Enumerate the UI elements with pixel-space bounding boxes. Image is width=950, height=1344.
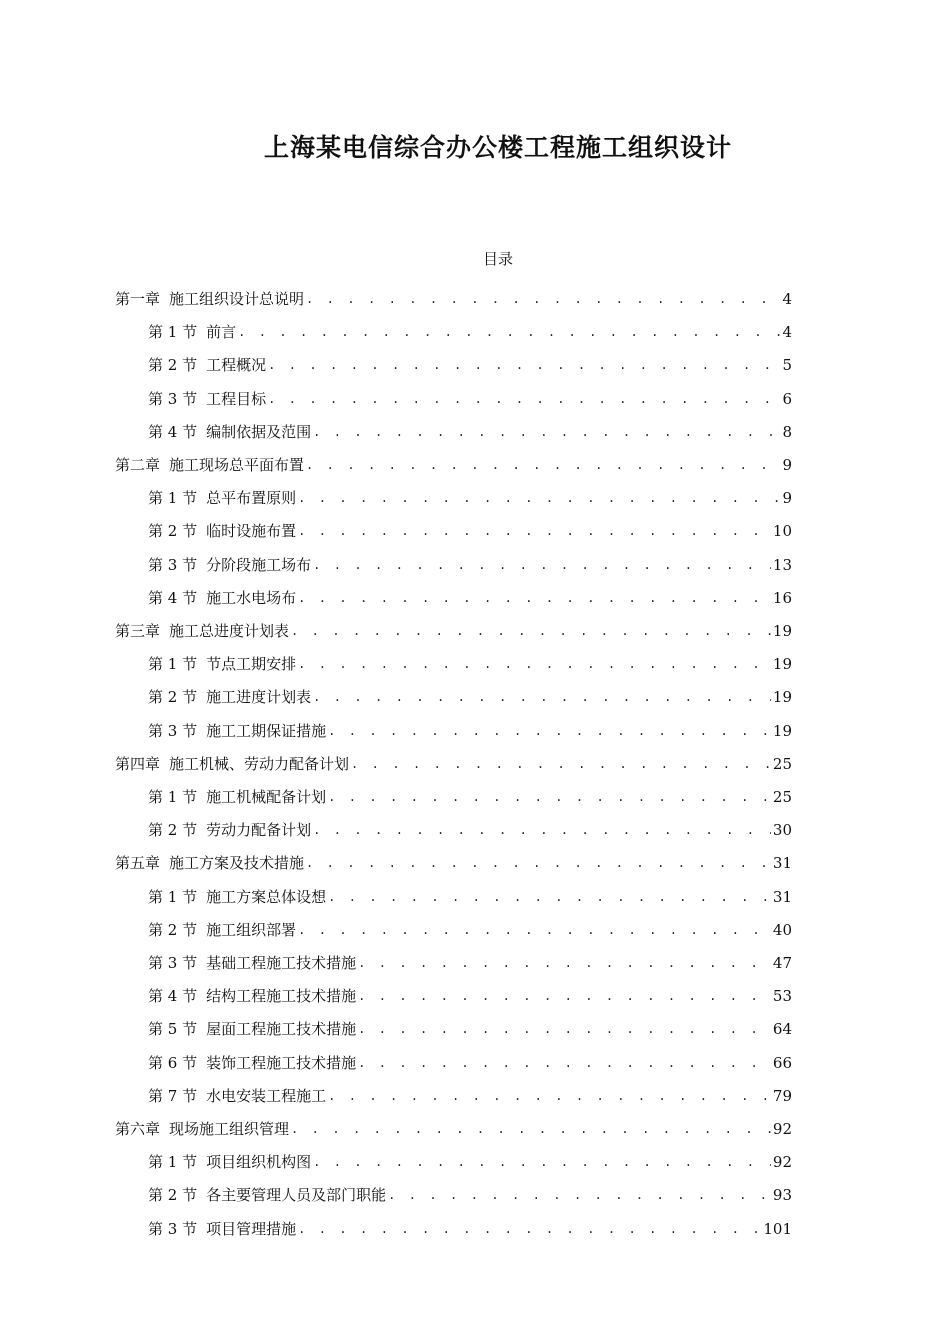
toc-dot-leader (328, 888, 771, 906)
toc-entry-title: 工程概况 (206, 356, 267, 375)
toc-entry-page-number: 19 (772, 622, 792, 640)
toc-entry-title: 施工组织设计总说明 (169, 290, 305, 308)
toc-entry-number: 第 1 节 (148, 887, 198, 906)
toc-entry-title: 项目组织机构图 (206, 1153, 312, 1172)
toc-entry-title: 水电安装工程施工 (206, 1086, 327, 1105)
toc-entry-title: 结构工程施工技术措施 (206, 987, 357, 1006)
toc-entry-title: 临时设施布置 (206, 522, 297, 541)
toc-entry-page-number: 8 (782, 422, 792, 441)
toc-entry-page-number: 4 (782, 290, 792, 308)
toc-entry-page-number: 10 (772, 522, 792, 541)
toc-entry-number: 第 3 节 (148, 1219, 198, 1238)
toc-section-entry[interactable] (148, 311, 792, 341)
toc-dot-leader (306, 854, 771, 872)
toc-entry-number: 第 3 节 (148, 954, 198, 972)
document-title: 上海某电信综合办公楼工程施工组织设计 (263, 133, 732, 162)
toc-entry-number: 第 4 节 (148, 588, 198, 607)
toc-entry-title: 屋面工程施工技术措施 (206, 1020, 357, 1039)
toc-dot-leader (298, 1220, 761, 1238)
toc-entry-title: 各主要管理人员及部门职能 (206, 1186, 387, 1205)
toc-entry-page-number: 92 (772, 1153, 792, 1172)
toc-entry-number: 第四章 (115, 754, 161, 773)
toc-section-entry[interactable] (148, 1174, 792, 1204)
toc-dot-leader (313, 423, 780, 441)
toc-entry-number: 第 1 节 (148, 655, 198, 674)
toc-section-entry[interactable] (148, 643, 792, 673)
toc-entry-number: 第 2 节 (148, 688, 198, 707)
toc-entry-page-number: 79 (772, 1086, 792, 1105)
toc-section-entry[interactable] (148, 1208, 792, 1238)
toc-dot-leader (328, 722, 771, 740)
toc-entry-title: 前言 (206, 323, 237, 342)
toc-entry-title: 节点工期安排 (206, 655, 297, 674)
toc-dot-leader (291, 1120, 771, 1138)
toc-entry-number: 第 1 节 (148, 489, 198, 508)
toc-section-entry[interactable] (148, 1008, 792, 1038)
toc-entry-page-number: 92 (772, 1120, 792, 1138)
toc-entry-title: 基础工程施工技术措施 (206, 954, 357, 972)
toc-entry-title: 施工方案及技术措施 (169, 854, 305, 873)
toc-entry-title: 装饰工程施工技术措施 (206, 1053, 357, 1072)
toc-entry-title: 施工方案总体设想 (206, 887, 327, 906)
toc-entry-page-number: 25 (772, 788, 792, 806)
toc-dot-leader (238, 323, 780, 341)
toc-section-entry[interactable] (148, 909, 792, 939)
toc-entry-page-number: 5 (782, 356, 792, 375)
toc-entry-number: 第三章 (115, 622, 161, 640)
toc-entry-page-number: 40 (772, 920, 792, 939)
toc-entry-page-number: 30 (772, 821, 792, 840)
toc-entry-title: 工程目标 (206, 389, 267, 408)
toc-dot-leader (268, 356, 780, 374)
toc-entry-number: 第 5 节 (148, 1020, 198, 1039)
toc-dot-leader (268, 390, 780, 408)
toc-section-entry[interactable] (148, 477, 792, 507)
toc-section-entry[interactable] (148, 710, 792, 740)
toc-entry-page-number: 9 (782, 456, 792, 474)
toc-entry-title: 分阶段施工场布 (206, 555, 312, 574)
toc-entry-title: 项目管理措施 (206, 1219, 297, 1238)
toc-dot-leader (358, 954, 771, 972)
toc-dot-leader (298, 921, 771, 939)
toc-section-entry[interactable] (148, 809, 792, 839)
toc-chapter-entry[interactable] (115, 444, 792, 474)
toc-entry-number: 第 6 节 (148, 1053, 198, 1072)
toc-entry-page-number: 66 (772, 1053, 792, 1072)
toc-chapter-entry[interactable] (115, 1108, 792, 1138)
toc-entry-number: 第五章 (115, 854, 161, 873)
toc-entry-title: 施工机械配备计划 (206, 788, 327, 806)
toc-entry-number: 第 1 节 (148, 1153, 198, 1172)
toc-entry-number: 第六章 (115, 1120, 161, 1138)
toc-entry-title: 施工组织部署 (206, 920, 297, 939)
toc-section-entry[interactable] (148, 676, 792, 706)
toc-entry-title: 编制依据及范围 (206, 422, 312, 441)
toc-chapter-entry[interactable] (115, 842, 792, 872)
toc-entry-number: 第 3 节 (148, 555, 198, 574)
toc-dot-leader (298, 489, 780, 507)
toc-entry-page-number: 6 (782, 389, 792, 408)
toc-entry-title: 施工进度计划表 (206, 688, 312, 707)
toc-entry-number: 第 1 节 (148, 788, 198, 806)
toc-entry-page-number: 19 (772, 688, 792, 707)
toc-section-entry[interactable] (148, 1141, 792, 1171)
toc-dot-leader (351, 755, 771, 773)
toc-entry-number: 第 1 节 (148, 323, 198, 342)
toc-entry-title: 劳动力配备计划 (206, 821, 312, 840)
toc-entry-title: 现场施工组织管理 (169, 1120, 290, 1138)
toc-entry-page-number: 93 (772, 1186, 792, 1205)
toc-entry-page-number: 25 (772, 754, 792, 773)
toc-dot-leader (328, 1087, 771, 1105)
toc-entry-title: 施工现场总平面布置 (169, 456, 305, 474)
toc-dot-leader (298, 589, 771, 607)
toc-section-entry[interactable] (148, 544, 792, 574)
toc-section-entry[interactable] (148, 776, 792, 806)
toc-dot-leader (298, 655, 771, 673)
toc-entry-number: 第 2 节 (148, 356, 198, 375)
toc-entry-page-number: 4 (782, 323, 792, 342)
toc-dot-leader (313, 1153, 771, 1171)
toc-section-entry[interactable] (148, 510, 792, 540)
toc-entry-page-number: 47 (772, 954, 792, 972)
toc-entry-title: 施工水电场布 (206, 588, 297, 607)
toc-section-entry[interactable] (148, 378, 792, 408)
toc-dot-leader (313, 688, 771, 706)
toc-heading: 目录 (482, 250, 513, 268)
toc-entry-page-number: 31 (772, 854, 792, 873)
toc-dot-leader (313, 821, 771, 839)
toc-entry-number: 第 7 节 (148, 1086, 198, 1105)
toc-entry-page-number: 19 (772, 721, 792, 740)
toc-entry-title: 总平布置原则 (206, 489, 297, 508)
toc-entry-page-number: 9 (782, 489, 792, 508)
toc-entry-page-number: 13 (772, 555, 792, 574)
toc-dot-leader (306, 456, 780, 474)
toc-entry-page-number: 16 (772, 588, 792, 607)
toc-entry-page-number: 19 (772, 655, 792, 674)
toc-entry-page-number: 53 (772, 987, 792, 1006)
toc-entry-page-number: 31 (772, 887, 792, 906)
toc-dot-leader (358, 1054, 771, 1072)
toc-entry-number: 第 2 节 (148, 522, 198, 541)
toc-entry-page-number: 101 (763, 1219, 792, 1238)
toc-entry-number: 第 2 节 (148, 1186, 198, 1205)
toc-section-entry[interactable] (148, 411, 792, 441)
toc-chapter-entry[interactable] (115, 743, 792, 773)
toc-section-entry[interactable] (148, 344, 792, 374)
toc-entry-number: 第 4 节 (148, 987, 198, 1006)
toc-section-entry[interactable] (148, 876, 792, 906)
toc-dot-leader (388, 1186, 771, 1204)
toc-section-entry[interactable] (148, 1075, 792, 1105)
toc-chapter-entry[interactable] (115, 610, 792, 640)
toc-dot-leader (358, 1020, 771, 1038)
toc-section-entry[interactable] (148, 1042, 792, 1072)
toc-entry-number: 第 2 节 (148, 920, 198, 939)
toc-section-entry[interactable] (148, 975, 792, 1005)
toc-dot-leader (298, 522, 771, 540)
toc-entry-number: 第 4 节 (148, 422, 198, 441)
toc-entry-number: 第 2 节 (148, 821, 198, 840)
toc-entry-title: 施工工期保证措施 (206, 721, 327, 740)
toc-entry-number: 第 3 节 (148, 721, 198, 740)
toc-entry-title: 施工机械、劳动力配备计划 (169, 754, 350, 773)
toc-dot-leader (328, 788, 771, 806)
toc-dot-leader (291, 622, 771, 640)
toc-dot-leader (306, 290, 780, 308)
toc-dot-leader (358, 987, 771, 1005)
toc-entry-number: 第一章 (115, 290, 161, 308)
toc-chapter-entry[interactable] (115, 278, 792, 308)
toc-dot-leader (313, 556, 771, 574)
toc-section-entry[interactable] (148, 942, 792, 972)
toc-section-entry[interactable] (148, 577, 792, 607)
toc-entry-page-number: 64 (772, 1020, 792, 1039)
toc-entry-number: 第二章 (115, 456, 161, 474)
toc-entry-number: 第 3 节 (148, 389, 198, 408)
toc-entry-title: 施工总进度计划表 (169, 622, 290, 640)
